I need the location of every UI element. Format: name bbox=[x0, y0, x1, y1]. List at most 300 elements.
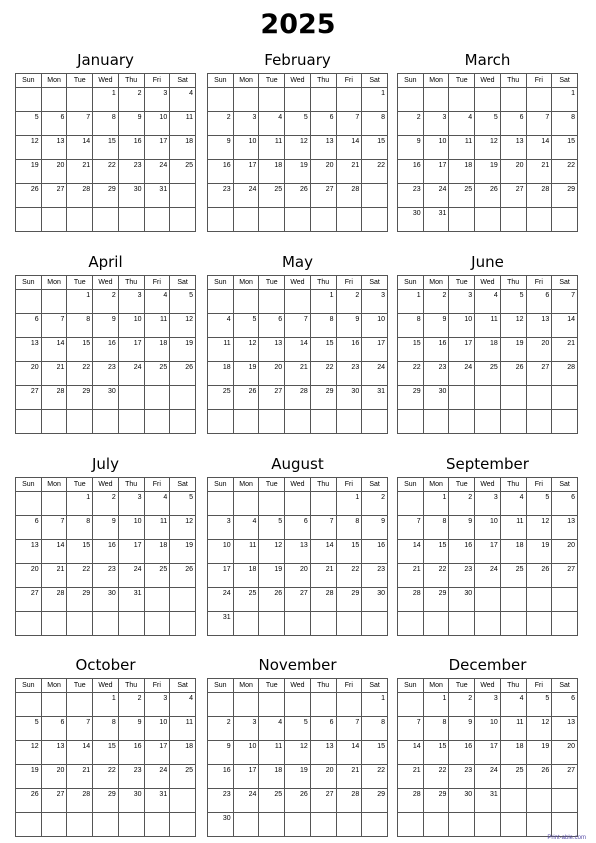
day-cell: 26 bbox=[16, 184, 42, 208]
day-cell: 26 bbox=[526, 564, 552, 588]
day-cell: 7 bbox=[67, 112, 93, 136]
month-january bbox=[15, 48, 196, 193]
day-cell: 17 bbox=[449, 338, 475, 362]
day-cell: 27 bbox=[310, 789, 336, 813]
day-cell: 22 bbox=[336, 564, 362, 588]
day-cell: 10 bbox=[362, 314, 388, 338]
weekday-header: Mon bbox=[423, 679, 449, 693]
day-cell: 9 bbox=[208, 136, 234, 160]
day-cell: 6 bbox=[41, 112, 67, 136]
day-cell bbox=[423, 813, 449, 837]
day-cell: 14 bbox=[552, 314, 578, 338]
day-cell: 22 bbox=[93, 160, 119, 184]
day-cell: 28 bbox=[336, 789, 362, 813]
day-cell: 25 bbox=[233, 588, 259, 612]
day-cell: 12 bbox=[170, 516, 196, 540]
weekday-header: Fri bbox=[526, 276, 552, 290]
day-cell: 1 bbox=[362, 88, 388, 112]
day-cell: 17 bbox=[118, 338, 144, 362]
day-cell: 21 bbox=[552, 338, 578, 362]
weekday-header: Sat bbox=[552, 478, 578, 492]
day-cell bbox=[67, 88, 93, 112]
day-cell: 7 bbox=[398, 516, 424, 540]
day-cell: 22 bbox=[93, 765, 119, 789]
day-cell: 25 bbox=[144, 362, 170, 386]
day-cell bbox=[362, 208, 388, 232]
day-cell: 30 bbox=[118, 789, 144, 813]
day-cell: 9 bbox=[398, 136, 424, 160]
day-cell: 7 bbox=[67, 717, 93, 741]
day-cell: 31 bbox=[362, 386, 388, 410]
day-cell: 14 bbox=[310, 540, 336, 564]
day-cell: 28 bbox=[67, 184, 93, 208]
day-cell bbox=[526, 588, 552, 612]
day-cell: 12 bbox=[259, 540, 285, 564]
day-cell bbox=[233, 208, 259, 232]
day-cell: 24 bbox=[475, 564, 501, 588]
day-cell bbox=[526, 208, 552, 232]
month-name: August bbox=[271, 455, 324, 473]
day-cell: 6 bbox=[259, 314, 285, 338]
month-grid bbox=[15, 678, 196, 837]
day-cell: 21 bbox=[398, 564, 424, 588]
day-cell bbox=[449, 410, 475, 434]
day-cell bbox=[500, 410, 526, 434]
day-cell bbox=[208, 693, 234, 717]
day-cell bbox=[41, 410, 67, 434]
day-cell: 19 bbox=[526, 741, 552, 765]
day-cell bbox=[144, 386, 170, 410]
day-cell: 27 bbox=[526, 362, 552, 386]
month-name: October bbox=[75, 656, 136, 674]
weekday-header: Tue bbox=[67, 679, 93, 693]
month-july bbox=[15, 452, 196, 597]
day-cell: 31 bbox=[144, 789, 170, 813]
day-cell: 20 bbox=[16, 564, 42, 588]
weekday-header: Sat bbox=[552, 679, 578, 693]
weekday-header: Sat bbox=[170, 478, 196, 492]
day-cell: 13 bbox=[41, 136, 67, 160]
day-cell bbox=[285, 612, 311, 636]
day-cell: 16 bbox=[362, 540, 388, 564]
month-grid bbox=[397, 678, 578, 837]
weekday-header: Mon bbox=[233, 276, 259, 290]
day-cell bbox=[208, 88, 234, 112]
day-cell: 11 bbox=[449, 136, 475, 160]
day-cell bbox=[144, 588, 170, 612]
day-cell: 18 bbox=[170, 741, 196, 765]
day-cell: 2 bbox=[449, 492, 475, 516]
day-cell: 20 bbox=[259, 362, 285, 386]
day-cell: 20 bbox=[310, 160, 336, 184]
day-cell: 8 bbox=[552, 112, 578, 136]
day-cell: 21 bbox=[67, 160, 93, 184]
month-april bbox=[15, 250, 196, 395]
day-cell bbox=[500, 88, 526, 112]
weekday-header: Thu bbox=[500, 679, 526, 693]
day-cell bbox=[144, 612, 170, 636]
day-cell: 25 bbox=[475, 362, 501, 386]
day-cell: 19 bbox=[285, 765, 311, 789]
day-cell: 31 bbox=[208, 612, 234, 636]
day-cell: 27 bbox=[16, 588, 42, 612]
day-cell: 15 bbox=[423, 741, 449, 765]
day-cell: 3 bbox=[233, 112, 259, 136]
day-cell: 6 bbox=[41, 717, 67, 741]
day-cell: 12 bbox=[285, 136, 311, 160]
day-cell bbox=[41, 290, 67, 314]
weekday-header: Wed bbox=[475, 74, 501, 88]
day-cell: 9 bbox=[449, 717, 475, 741]
day-cell: 21 bbox=[41, 564, 67, 588]
day-cell: 14 bbox=[398, 741, 424, 765]
day-cell: 30 bbox=[208, 813, 234, 837]
weekday-header: Thu bbox=[118, 74, 144, 88]
day-cell: 3 bbox=[449, 290, 475, 314]
day-cell: 30 bbox=[423, 386, 449, 410]
day-cell bbox=[310, 492, 336, 516]
day-cell: 13 bbox=[41, 741, 67, 765]
month-name: February bbox=[264, 51, 331, 69]
day-cell: 19 bbox=[475, 160, 501, 184]
weekday-header: Sat bbox=[170, 74, 196, 88]
day-cell bbox=[93, 612, 119, 636]
day-cell: 3 bbox=[144, 693, 170, 717]
day-cell: 3 bbox=[118, 290, 144, 314]
month-name: March bbox=[464, 51, 511, 69]
day-cell: 3 bbox=[144, 88, 170, 112]
day-cell: 15 bbox=[362, 136, 388, 160]
day-cell: 30 bbox=[93, 386, 119, 410]
day-cell bbox=[475, 386, 501, 410]
weekday-header: Tue bbox=[259, 478, 285, 492]
day-cell: 26 bbox=[285, 789, 311, 813]
day-cell bbox=[423, 88, 449, 112]
day-cell bbox=[310, 693, 336, 717]
day-cell bbox=[475, 813, 501, 837]
day-cell: 14 bbox=[336, 741, 362, 765]
day-cell: 26 bbox=[170, 564, 196, 588]
day-cell: 21 bbox=[67, 765, 93, 789]
weekday-header: Mon bbox=[41, 478, 67, 492]
day-cell bbox=[500, 386, 526, 410]
day-cell: 19 bbox=[170, 338, 196, 362]
day-cell bbox=[285, 208, 311, 232]
day-cell: 12 bbox=[500, 314, 526, 338]
weekday-header: Wed bbox=[93, 679, 119, 693]
day-cell: 28 bbox=[398, 789, 424, 813]
day-cell: 2 bbox=[423, 290, 449, 314]
day-cell: 22 bbox=[362, 765, 388, 789]
day-cell: 17 bbox=[144, 136, 170, 160]
day-cell: 26 bbox=[526, 765, 552, 789]
day-cell: 12 bbox=[170, 314, 196, 338]
weekday-header: Thu bbox=[500, 478, 526, 492]
day-cell: 18 bbox=[144, 540, 170, 564]
day-cell: 15 bbox=[67, 338, 93, 362]
day-cell: 12 bbox=[16, 741, 42, 765]
day-cell: 6 bbox=[16, 314, 42, 338]
weekday-header: Wed bbox=[285, 679, 311, 693]
day-cell: 26 bbox=[259, 588, 285, 612]
day-cell: 5 bbox=[500, 290, 526, 314]
day-cell: 10 bbox=[475, 717, 501, 741]
day-cell: 25 bbox=[500, 765, 526, 789]
day-cell: 13 bbox=[285, 540, 311, 564]
weekday-header: Wed bbox=[475, 478, 501, 492]
day-cell: 9 bbox=[449, 516, 475, 540]
day-cell: 24 bbox=[423, 184, 449, 208]
day-cell bbox=[362, 184, 388, 208]
day-cell: 28 bbox=[336, 184, 362, 208]
day-cell: 20 bbox=[526, 338, 552, 362]
day-cell bbox=[449, 813, 475, 837]
day-cell: 30 bbox=[336, 386, 362, 410]
day-cell: 6 bbox=[310, 717, 336, 741]
day-cell: 3 bbox=[423, 112, 449, 136]
day-cell: 24 bbox=[144, 765, 170, 789]
weekday-header: Tue bbox=[67, 74, 93, 88]
day-cell: 22 bbox=[552, 160, 578, 184]
weekday-header: Wed bbox=[93, 74, 119, 88]
day-cell bbox=[285, 693, 311, 717]
day-cell bbox=[16, 813, 42, 837]
day-cell: 13 bbox=[16, 540, 42, 564]
day-cell: 7 bbox=[41, 516, 67, 540]
day-cell: 30 bbox=[362, 588, 388, 612]
weekday-header: Fri bbox=[526, 478, 552, 492]
day-cell bbox=[170, 813, 196, 837]
day-cell: 25 bbox=[208, 386, 234, 410]
day-cell: 4 bbox=[259, 112, 285, 136]
day-cell bbox=[144, 813, 170, 837]
day-cell: 15 bbox=[310, 338, 336, 362]
day-cell bbox=[67, 693, 93, 717]
day-cell bbox=[233, 88, 259, 112]
day-cell: 2 bbox=[449, 693, 475, 717]
weekday-header: Mon bbox=[41, 74, 67, 88]
day-cell: 14 bbox=[41, 338, 67, 362]
day-cell bbox=[552, 386, 578, 410]
day-cell bbox=[170, 184, 196, 208]
day-cell: 4 bbox=[500, 693, 526, 717]
day-cell: 11 bbox=[144, 516, 170, 540]
day-cell: 28 bbox=[67, 789, 93, 813]
day-cell bbox=[398, 492, 424, 516]
weekday-header: Sun bbox=[208, 478, 234, 492]
day-cell bbox=[259, 612, 285, 636]
day-cell: 6 bbox=[526, 290, 552, 314]
day-cell: 20 bbox=[552, 540, 578, 564]
day-cell: 16 bbox=[398, 160, 424, 184]
day-cell bbox=[144, 410, 170, 434]
day-cell bbox=[41, 88, 67, 112]
day-cell: 27 bbox=[41, 184, 67, 208]
day-cell: 14 bbox=[285, 338, 311, 362]
weekday-header: Wed bbox=[285, 276, 311, 290]
day-cell: 6 bbox=[16, 516, 42, 540]
day-cell bbox=[285, 410, 311, 434]
day-cell: 28 bbox=[398, 588, 424, 612]
day-cell bbox=[170, 789, 196, 813]
day-cell bbox=[16, 88, 42, 112]
weekday-header: Sat bbox=[170, 679, 196, 693]
day-cell bbox=[208, 410, 234, 434]
day-cell bbox=[93, 410, 119, 434]
day-cell: 18 bbox=[259, 765, 285, 789]
weekday-header: Fri bbox=[144, 276, 170, 290]
day-cell bbox=[336, 208, 362, 232]
day-cell: 27 bbox=[552, 765, 578, 789]
weekday-header: Thu bbox=[118, 478, 144, 492]
month-grid bbox=[15, 477, 196, 636]
day-cell bbox=[475, 88, 501, 112]
day-cell bbox=[170, 612, 196, 636]
day-cell: 24 bbox=[233, 789, 259, 813]
day-cell: 12 bbox=[285, 741, 311, 765]
day-cell bbox=[336, 410, 362, 434]
month-grid bbox=[207, 477, 388, 636]
day-cell: 11 bbox=[233, 540, 259, 564]
day-cell: 6 bbox=[285, 516, 311, 540]
weekday-header: Tue bbox=[259, 679, 285, 693]
day-cell: 4 bbox=[475, 290, 501, 314]
day-cell: 8 bbox=[398, 314, 424, 338]
day-cell bbox=[170, 208, 196, 232]
day-cell: 31 bbox=[423, 208, 449, 232]
day-cell: 5 bbox=[526, 492, 552, 516]
weekday-header: Sun bbox=[16, 478, 42, 492]
weekday-header: Wed bbox=[93, 478, 119, 492]
weekday-header: Sun bbox=[16, 679, 42, 693]
day-cell: 10 bbox=[475, 516, 501, 540]
day-cell: 2 bbox=[398, 112, 424, 136]
day-cell bbox=[475, 208, 501, 232]
day-cell: 1 bbox=[398, 290, 424, 314]
day-cell: 13 bbox=[500, 136, 526, 160]
month-may bbox=[207, 250, 388, 395]
day-cell bbox=[285, 492, 311, 516]
day-cell: 9 bbox=[93, 314, 119, 338]
day-cell: 22 bbox=[362, 160, 388, 184]
weekday-header: Fri bbox=[526, 74, 552, 88]
day-cell: 26 bbox=[16, 789, 42, 813]
day-cell: 2 bbox=[336, 290, 362, 314]
day-cell: 10 bbox=[208, 540, 234, 564]
day-cell: 27 bbox=[552, 564, 578, 588]
day-cell bbox=[208, 208, 234, 232]
day-cell: 8 bbox=[93, 717, 119, 741]
day-cell: 30 bbox=[93, 588, 119, 612]
day-cell: 9 bbox=[208, 741, 234, 765]
month-november bbox=[207, 653, 388, 822]
day-cell: 17 bbox=[118, 540, 144, 564]
weekday-header: Fri bbox=[336, 276, 362, 290]
day-cell: 11 bbox=[208, 338, 234, 362]
day-cell: 19 bbox=[233, 362, 259, 386]
day-cell: 22 bbox=[423, 564, 449, 588]
month-december bbox=[397, 653, 578, 798]
weekday-header: Tue bbox=[67, 276, 93, 290]
weekday-header: Mon bbox=[233, 679, 259, 693]
weekday-header: Sun bbox=[398, 679, 424, 693]
day-cell: 4 bbox=[170, 693, 196, 717]
day-cell: 26 bbox=[500, 362, 526, 386]
day-cell: 15 bbox=[93, 741, 119, 765]
month-february bbox=[207, 48, 388, 193]
day-cell: 26 bbox=[475, 184, 501, 208]
weekday-header: Sat bbox=[362, 679, 388, 693]
day-cell: 21 bbox=[336, 765, 362, 789]
day-cell: 21 bbox=[285, 362, 311, 386]
day-cell: 9 bbox=[362, 516, 388, 540]
day-cell bbox=[552, 789, 578, 813]
day-cell: 14 bbox=[67, 741, 93, 765]
day-cell: 15 bbox=[67, 540, 93, 564]
day-cell bbox=[336, 693, 362, 717]
day-cell: 16 bbox=[118, 741, 144, 765]
day-cell: 11 bbox=[500, 717, 526, 741]
day-cell bbox=[16, 290, 42, 314]
day-cell: 7 bbox=[41, 314, 67, 338]
day-cell: 7 bbox=[526, 112, 552, 136]
day-cell bbox=[336, 813, 362, 837]
weekday-header: Fri bbox=[144, 679, 170, 693]
day-cell bbox=[67, 813, 93, 837]
day-cell bbox=[398, 612, 424, 636]
weekday-header: Mon bbox=[233, 74, 259, 88]
day-cell: 7 bbox=[336, 112, 362, 136]
day-cell: 27 bbox=[16, 386, 42, 410]
day-cell bbox=[16, 612, 42, 636]
day-cell: 24 bbox=[362, 362, 388, 386]
day-cell: 21 bbox=[526, 160, 552, 184]
day-cell: 4 bbox=[449, 112, 475, 136]
page-title: 2025 bbox=[260, 9, 336, 40]
day-cell: 7 bbox=[398, 717, 424, 741]
day-cell: 29 bbox=[552, 184, 578, 208]
day-cell: 9 bbox=[336, 314, 362, 338]
day-cell bbox=[16, 492, 42, 516]
day-cell: 16 bbox=[449, 741, 475, 765]
weekday-header: Sun bbox=[398, 478, 424, 492]
day-cell: 1 bbox=[310, 290, 336, 314]
day-cell: 23 bbox=[208, 789, 234, 813]
month-october bbox=[15, 653, 196, 798]
day-cell: 6 bbox=[552, 693, 578, 717]
day-cell: 10 bbox=[449, 314, 475, 338]
day-cell: 20 bbox=[285, 564, 311, 588]
month-grid bbox=[15, 73, 196, 232]
month-name: May bbox=[281, 253, 313, 271]
day-cell bbox=[41, 492, 67, 516]
day-cell: 10 bbox=[118, 314, 144, 338]
day-cell: 4 bbox=[259, 717, 285, 741]
day-cell: 8 bbox=[310, 314, 336, 338]
day-cell bbox=[475, 588, 501, 612]
day-cell bbox=[208, 290, 234, 314]
day-cell: 22 bbox=[398, 362, 424, 386]
day-cell: 16 bbox=[208, 765, 234, 789]
month-name: June bbox=[471, 253, 504, 271]
day-cell: 1 bbox=[552, 88, 578, 112]
day-cell: 24 bbox=[118, 564, 144, 588]
weekday-header: Fri bbox=[336, 679, 362, 693]
day-cell: 1 bbox=[362, 693, 388, 717]
weekday-header: Thu bbox=[310, 74, 336, 88]
day-cell: 3 bbox=[475, 492, 501, 516]
weekday-header: Sun bbox=[398, 276, 424, 290]
